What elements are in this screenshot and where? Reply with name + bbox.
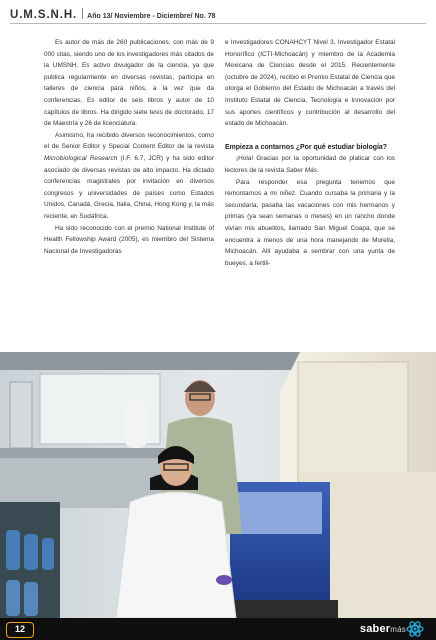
device-stand: [228, 600, 338, 618]
question-heading: Empieza a contarnos ¿Por qué estudiar biología?: [225, 143, 387, 151]
paragraph-publications: Es autor de más de 260 publicaciones, con más de 9 000 citas, siendo uno de los investigadores más citados de la UMSNH. Es activo divulgador de la ciencia, ya que publica regularmente en diversas revistas, participa en talleres de ciencia para niños, a la vez que da conferencias. Es editor de seis libros y autor de 10 capítulos de libros. Ha dirigido siete tesis de doctorado, 17 de Maestría y 26 de licenciatura.: [44, 39, 214, 128]
instrument-panel: [298, 362, 408, 482]
paragraph-childhood: Para responder esa pregunta tenemos que remontarnos a mi niñez. Cuando cursaba la primaria y la secundaria, pasaba las vacaciones con mis hermanos y primas (ya sean semanas o meses) en un rancho donde vivían mis abuelitos, llamado San Miguel Coapa, que se encuentra a menos de una hora manejando de Morelia, Michoacán. Allí ayudaba a sembrar con una yunta de bueyes, a fertili-: [225, 178, 395, 267]
journal-brand: U.M.S.N.H.: [10, 9, 78, 21]
woman-lab-coat: [116, 492, 236, 618]
issue-info: Año 13/ Noviembre - Diciembre/ No. 78: [87, 13, 216, 20]
device-screen: [238, 492, 322, 534]
running-header: [10, 7, 216, 23]
header-divider: [82, 8, 83, 19]
magazine-name: Saber Más: [285, 166, 317, 174]
water-jug: [6, 530, 20, 570]
left-column: [44, 37, 214, 257]
right-column: [225, 37, 395, 269]
atom-icon: [406, 621, 424, 637]
paragraph-recognitions: Asimismo, ha recibido diversos reconocimientos, como el de Senior Editor y Special Content Editor de la revista Microbiological Research (I.F. 6.7, JCR) y ha sido editor asociado de diversas revistas de alto impacto. Ha dictado conferencias magistrales por invitación en diversos congresos y universidades de países como Estados Unidos, Canadá, Grecia, Italia, China, Hong Kong y, la más reciente, en Sudáfrica.: [44, 131, 214, 220]
header-rule: [10, 23, 426, 24]
saber-mas-logo: [360, 620, 424, 638]
water-jug: [24, 582, 38, 616]
journal-name: Microbiological Research: [44, 154, 118, 162]
page-number: 12: [6, 622, 34, 638]
lab-scene-illustration: [0, 352, 436, 618]
water-jug: [6, 580, 20, 616]
woman-glove: [216, 575, 232, 585]
paragraph-memberships: e Investigadores CONAHCYT Nivel 3, Investigador Estatal Honorífico (ICTI-Michoacán) y miembro de la Academia Mexicana de Ciencias desde el 2015. Recientemente (octubre de 2024), recibió el Premio Estatal de Ciencia que otorga el Gobierno del Estado de Michoacán a través del Instituto Estatal de Ciencia, Tecnología e Innovación por sus aportes científicos y contribución al desarrollo del estado de Michoacán.: [225, 39, 395, 128]
water-jug: [42, 538, 54, 570]
background-person: [125, 402, 147, 448]
lab-photo: [0, 352, 436, 618]
water-jug: [24, 534, 38, 570]
logo-wordmark: sabermás: [359, 623, 406, 635]
paragraph-greeting: ¡Hola! Gracias por la oportunidad de platicar con los lectores de la revista Saber Más.: [225, 155, 395, 174]
paragraph-awards: Ha sido reconocido con el premio National Institute of Health Fellowship Award (2005), es miembro del Sistema Nacional de Investigadoras: [44, 224, 214, 255]
lab-shelf: [10, 382, 32, 448]
